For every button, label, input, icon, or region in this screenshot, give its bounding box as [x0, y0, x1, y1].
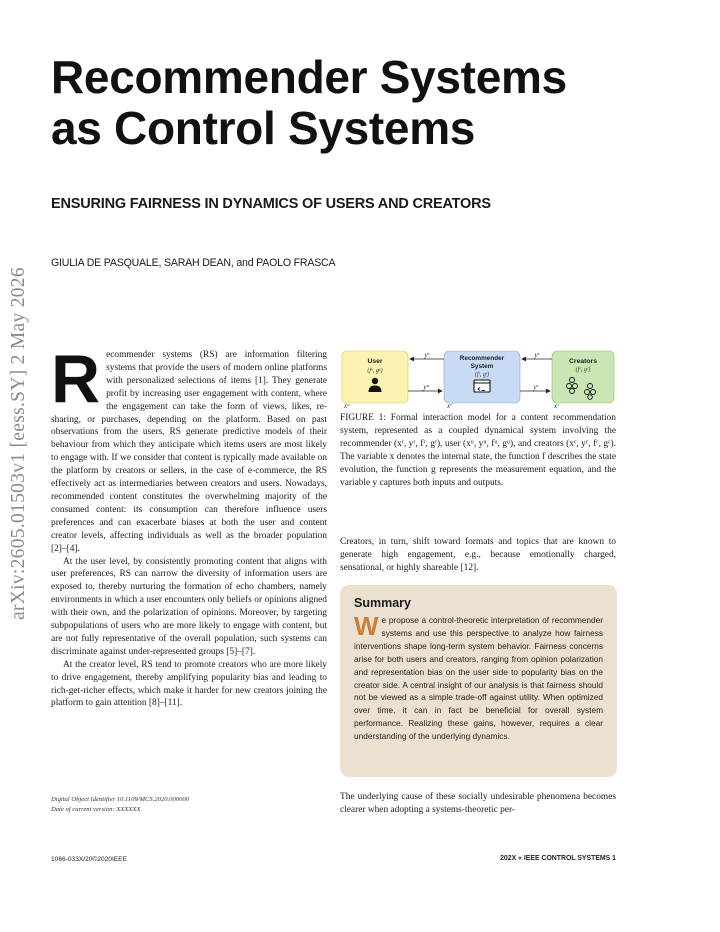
article-subtitle: ENSURING FAIRNESS IN DYNAMICS OF USERS AND CREATORS [51, 196, 491, 212]
summary-title: Summary [354, 596, 411, 610]
body-paragraph-3: At the creator level, RS tend to promote creators who are more likely to drive engagement, thereby amplifying popularity bias and leading to rich-get-richer effects, which make it harder for new creators joining the platform to gain attention [8]–[11]. [51, 659, 327, 709]
arxiv-stamp: arXiv:2605.01503v1 [eess.SY] 2 May 2026 [8, 267, 29, 620]
drop-cap: R [51, 341, 101, 417]
body-paragraph-2: At the user level, by consistently promoting content that aligns with user preferences, RS can narrow the diversity of information users are exposed to, thereby nurturing the formation of echo chambers, namely environments in which a user encounters only beliefs or opinions aligned with their own, and the polarization of opinions. Moreover, by targeting subpopulations of users who are more likely to engage with content, but are not fully representative of the overall population, such systems can discriminate against under-represented groups [5]–[7]. [51, 556, 327, 657]
summary-drop-cap: W [354, 611, 379, 641]
arrow-label-creators-to-rs: yᶜ [534, 351, 540, 359]
arrow-label-rs-to-creators: yʳ [533, 383, 539, 391]
computer-icon [474, 380, 490, 392]
summary-body [354, 611, 603, 743]
footer-journal-page: 202X « IEEE CONTROL SYSTEMS 1 [500, 855, 616, 862]
left-column [51, 341, 327, 710]
author-list: GIULIA DE PASQUALE, SARAH DEAN, and PAOLO FRASCA [51, 257, 336, 269]
footnote [51, 795, 189, 815]
figure-1-diagram [340, 349, 616, 409]
summary-text: e propose a control-theoretic interpretation of recommender systems and use this perspective to analyze how fairness interventions shape long-term system behavior. Fairness concerns arise for both users and creators, ranging from opinion polarization and representation bias on the user side to popularity bias on the creator side. A central insight of our analysis is that fairness should not be viewed as a simple trade-off against utility. When optimized over time, it can in fact be beneficial for overall system performance. Realizing these gains, however, requires a clear understanding of the underlying dynamics. [354, 615, 603, 742]
title-line-1: Recommender Systems [51, 51, 567, 103]
recommender-box-title-1: Recommender [459, 355, 505, 362]
right-paragraph-top: Creators, in turn, shift toward formats and topics that are known to generate high engagement, e.g., because emotionally charged, sensational, or highly shareable [12]. [340, 537, 616, 573]
title-line-2: as Control Systems [51, 102, 476, 154]
recommender-box-title-2: System [470, 363, 494, 370]
recommender-box-sub: (fʳ, gʳ) [474, 372, 490, 378]
user-state-label: xᵘ [344, 402, 350, 409]
footer-copyright: 1066-033X/20©2020IEEE [51, 856, 127, 863]
recommender-state-label: xʳ [447, 402, 452, 409]
figure-1-caption: FIGURE 1: Formal interaction model for a content recommendation system, represented as a coupled dynamical system involving the recommender (xʳ, yʳ, fʳ, gʳ), user (xᵘ, yᵘ, fᵘ, gᵘ), and creators (xᶜ, yᶜ, fᶜ, gᶜ). The variable x denotes the internal state, the function f describes the state evolution, the function g represents the measurement equation, and the variable y captures both inputs and outputs. [340, 413, 616, 488]
right-paragraph-bottom: The underlying cause of these socially undesirable phenomena becomes clearer when adopting a systems-theoretic per- [340, 792, 616, 815]
footnote-date: Date of current version: XXXXXX [51, 806, 141, 813]
creators-box-title: Creators [569, 358, 597, 365]
footnote-doi: Digital Object Identifier 10.1109/MCS.2020.000000 [51, 796, 189, 803]
article-title [51, 52, 651, 154]
creators-state-label: xᶜ [554, 402, 559, 409]
user-box-title: User [367, 358, 383, 365]
body-paragraph-1: ecommender systems (RS) are information filtering systems that provide the users of modern online platforms with personalized selections of items [1]. They generate profit by increasing user engagement with content, where the engagement can take the form of views, likes, re-sharing, or purchases, depending on the platform. Based on past observations from the users, RS generate predictive models of their behaviour from which they anticipate which items users are most likely to engage with. If we consider that content is typically made available on the platform by creators or sellers, in the case of e-commerce, the RS effectively act as intermediaries between creators and users. Nowadays, recommended content constitutes the overwhelming majority of the consumed content: its consumption can therefore influence users preferences and can exacerbate biases at both the user and content creator levels, affecting individuals as well as the broader population [2]–[4]. [51, 350, 327, 554]
arrow-label-rs-to-user: yʳ [424, 351, 430, 359]
summary-box [340, 585, 617, 777]
arrow-label-user-to-rs: yᵘ [423, 383, 429, 391]
creators-box-sub: (fᶜ, gᶜ) [575, 367, 591, 373]
interaction-diagram [340, 349, 616, 409]
user-box-sub: (fᵘ, gᵘ) [367, 368, 383, 374]
